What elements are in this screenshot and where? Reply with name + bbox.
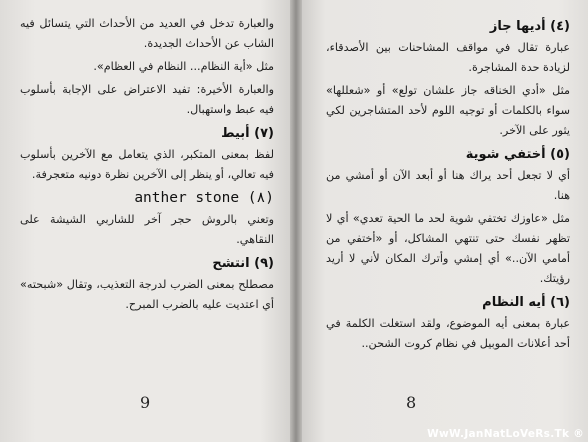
section-heading-4: (٤) أديها جاز (489, 19, 570, 34)
page-number: 8 (406, 393, 417, 412)
paragraph: مثل «أية النظام... النظام في العظام». (93, 60, 274, 73)
paragraph: عبارة تقال في مواقف المشاحنات بين الأصدقاء، لزيادة حدة المشاجرة. (326, 41, 570, 74)
paragraph: والعبارة تدخل في العديد من الأحداث التي يتسائل فيه الشاب عن الأحداث الجديدة. (20, 17, 274, 50)
paragraph: مثل «أدي الخناقه جاز علشان تولع» أو «شعللها» سواء بالكلمات أو توجيه اللوم لأحد المتشاجرين لكي يثور على الآخر. (326, 84, 570, 137)
section-heading-6: (٦) أيه النظام (482, 295, 570, 310)
section-heading-8: anther stone (٨) (134, 190, 274, 206)
paragraph: لفظ بمعنى المتكبر، الذي يتعامل مع الآخرين بأسلوب فيه تعالي، أو ينظر إلى الآخرين نظرة دونيه متعجرفة. (20, 148, 274, 181)
paragraph: مصطلح بمعنى الضرب لدرجة التعذيب، وتقال «شبحته» أي اعتديت عليه بالضرب المبرح. (20, 278, 274, 311)
paragraph: وتعني بالروش حجر آخر للشاربي الشيشة على النقاهي. (20, 213, 274, 246)
paragraph: أي لا تجعل أحد يراك هنا أو أبعد الآن أو أمشي من هنا. (326, 169, 570, 202)
section-heading-5: (٥) أختفي شوية (465, 147, 570, 162)
paragraph: مثل «عاوزك تختفي شوية لحد ما الحية تعدي» أي لا تظهر نفسك حتى تنتهي المشاكل، أو «أختفي من أمامي الآن..» أي إمشي وأترك المكان لأني لا أريد رؤيتك. (326, 212, 570, 285)
page-number: 9 (140, 393, 151, 412)
book-gutter (290, 0, 302, 442)
right-page (296, 0, 588, 442)
section-heading-9: (٩) انتشح (212, 256, 274, 271)
paragraph: والعبارة الأخيرة: تفيد الاعتراض على الإجابة بأسلوب فيه عبط واستهبال. (20, 83, 274, 116)
watermark: WwW.JanNatLoVeRs.Tk ® (427, 428, 584, 440)
paragraph: عبارة بمعنى أيه الموضوع، ولقد استغلت الكلمة في أحد أعلانات الموبيل في نظام كروت الشحن.. (326, 317, 570, 350)
section-heading-7: (٧) أبيط (221, 126, 274, 141)
